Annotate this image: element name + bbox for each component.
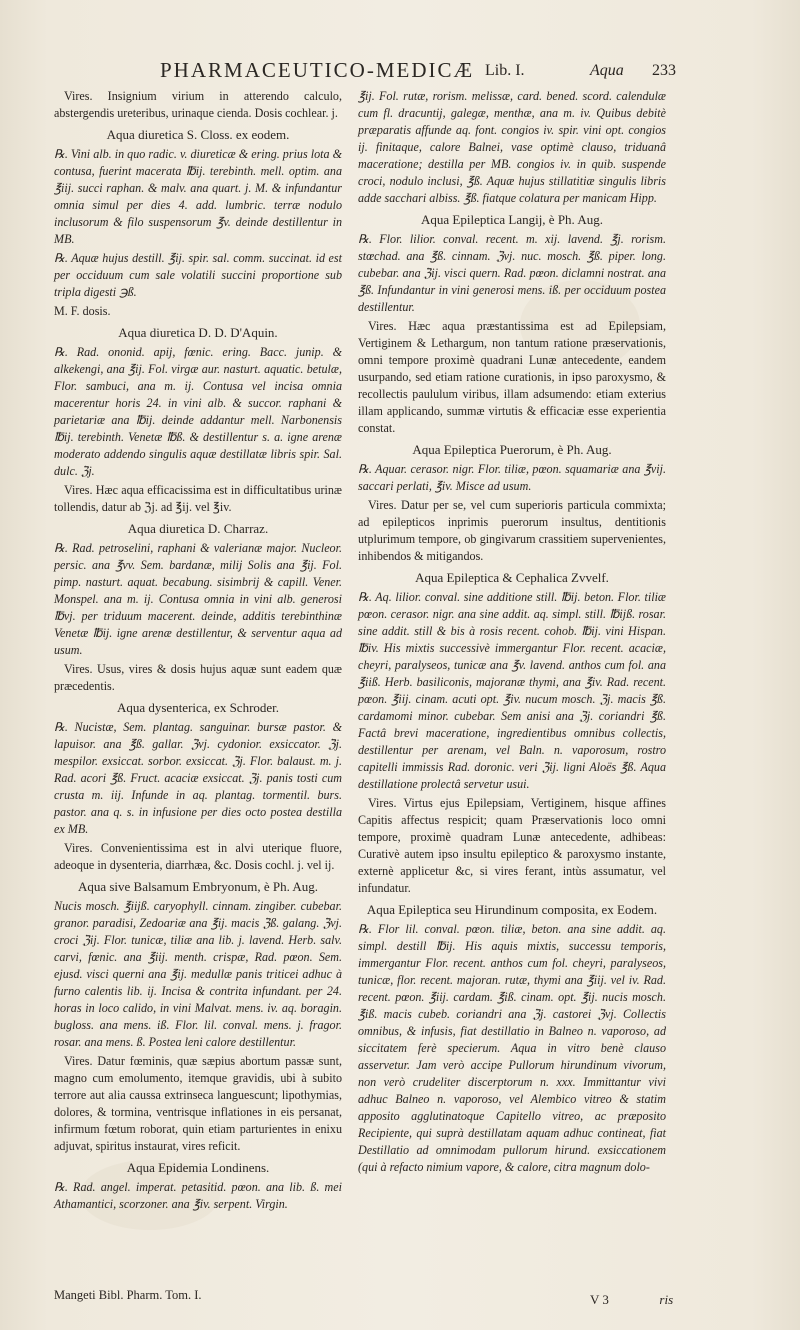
vires-paragraph: Vires. Hæc aqua efficacissima est in difficultatibus urinæ tollendis, datur ab ℨj. ad ℥ij. vel ℥iv.	[54, 483, 342, 514]
vires-paragraph: Vires. Datur fœminis, quæ sæpius abortum passæ sunt, magno cum emolumento, itemque gravidis, ubi à subito terrore aut alia caussa extrinseca languescunt; lipothymias, dolores, & tormina, ventrisque inflationes in eis persanat, infirmum fœtum roborat, quin etiam parturientes in enixu adjuvat, spiritus instaurat, vires reficit.	[54, 1054, 342, 1153]
section-heading: Aqua Epidemia Londinens.	[126, 1160, 270, 1175]
recipe-paragraph: ℞. Rad. petroselini, raphani & valerianæ major. Nucleor. persic. ana ℥vv. Sem. bardanæ, milij Solis ana ℥ij. Fol. pimp. nasturt. aquat. becabung. sisimbrij & capill. Vener. Monspel. ana m. ij. Contusa omnia in vini alb. generosi ℔vj. per triduum macerent. deinde, additis terebinthinæ Venetæ ℔ij. igne arenæ destillentur, & serventur aqua ad usum.	[54, 541, 342, 657]
vires-paragraph: Vires. Virtus ejus Epilepsiam, Vertiginem, hisque affines Capitis affectus respicit; quam Præservationis loco omni tempore, proximè quadram Lunæ antecedente, adhibeas: Curativè autem ipso insultu epileptico & paroxysmo instante, externè applicetur &c, si vires ferant, intùs assumatur, vel infundatur.	[358, 796, 666, 895]
section-heading: Aqua Epileptica & Cephalica Zvvelf.	[415, 570, 609, 585]
recipe-paragraph: ℞. Aq. lilior. conval. sine additione still. ℔ij. beton. Flor. tiliæ pœon. cerasor. nigr. ana sine addit. aq. simpl. still. ℔ijß. rosar. sine addit. still & bis à rosis recent. cohob. ℔ij. vini Hispan. ℔iv. His mixtis successivè immergantur Flor. recent. acaciæ, cheyri, paralyseos, tunicæ ana ℥v. lavend. anthos cum fol. ana ℥iiß. Herb. basiliconis, majoranæ thymi, ana ℥iv. Rad. recent. pœon. ℥iij. cinam. acuti opt. ℥iv. nucum mosch. ℨj. macis ℥ß. cardamomi minor. cubebar. Sem anisi ana ℨj. coriandri ℥ß. Factâ brevi maceratione, ingredientibus omnibus collectis, destillentur per arenam, vel Baln. n. vaporosum, rostro capitelli immissis Rad. doronic. veri ℨij. ligni Aloës ℥ß. Aqua destillatione prolectâ servetur usui.	[358, 590, 666, 791]
dosis-note: M. F. dosis.	[54, 304, 111, 318]
signature-mark	[590, 1292, 673, 1308]
section-heading: Aqua Epileptica seu Hirundinum composita, ex Eodem.	[366, 902, 658, 917]
vires-paragraph: Vires. Convenientissima est in alvi uterique fluore, adeoque in dysenteria, diarrhæa, &c. Dosis cochl. j. vel ij.	[54, 841, 342, 872]
section-heading: Aqua Epileptica Puerorum, è Ph. Aug.	[412, 442, 612, 457]
running-head	[0, 52, 800, 82]
recipe-paragraph: ℞. Vini alb. in quo radic. v. diureticæ & ering. prius lota & contusa, fuerint macerata ℔ij. terebinth. mell. optim. ana ℥iij. succi raphan. & malv. ana quart. j. M. & infundantur omnia simul per dies 4. add. lumbric. terræ nodulo inclusorum & filo suspensorum ℥v. deinde destillentur in MB.	[54, 147, 342, 246]
running-head-title: PHARMACEUTICO-MEDICÆ	[160, 58, 475, 82]
right-column	[358, 88, 666, 1178]
recipe-paragraph: ℞. Aquar. cerasor. nigr. Flor. tiliæ, pœon. squamariæ ana ℥vij. saccari perlati, ℥iv. Misce ad usum.	[358, 462, 666, 493]
section-heading: Aqua dysenterica, ex Schroder.	[116, 700, 280, 715]
page-number: 233	[652, 62, 676, 79]
vires-paragraph: Vires. Insignium virium in atterendo calculo, abstergendis ureteribus, urinaque cienda. Dosis cochlear. j.	[54, 89, 342, 120]
footer-imprint: Mangeti Bibl. Pharm. Tom. I.	[54, 1288, 202, 1302]
recipe-paragraph: ℞. Flor lil. conval. pœon. tiliæ, beton. ana sine addit. aq. simpl. destill ℔ij. His aquis mixtis, successu temporis, immergantur Flor. recent. anthos cum fol. cheyri, paralyseos, tunicæ, flor. recent. majoran. rutæ, thymi ana ℥iij. vel iv. Rad. recent. pœon. ℥iij. cardam. ℥iß. cinam. opt. ℥ij. nucis mosch. ℥iß. macis cubeb. coriandri ana ℨj. castorei ℨvj. Collectis omnibus, & infusis, fiat destillatio in Balneo n. vaporoso, ad siccitatem ferè specierum. Aqua in vitro benè clauso asservetur. Jam verò accipe Pullorum hirundinum vivorum, non verò crudeliter discerptorum n. xxx. Immittantur vivi adhuc Balneo n. vaporoso, vel Alembico vitreo & statim apposito agglutinatoque Capitello vitreo, ac præposito Recipiente, qui suprà destillatam aquam adhuc contineat, fiat Destillatio ad omnimodam pullorum hirund. exsiccationem (qui à refacto nimium vapore, & calore, citra magnum dolo-	[358, 922, 666, 1174]
vires-paragraph: Vires. Hæc aqua præstantissima est ad Epilepsiam, Vertiginem & Lethargum, non tantum ratione præservationis, omni tempore proximè quadrani Lunæ antecedente, eandem usurpando, sed etiam ratione curationis, in ipso paroxysmo, & recollectis paululum viribus, illam adsumendo: etiam exterius illam applicando, summæ virtutis & efficaciæ esse experientia constat.	[358, 319, 666, 435]
section-heading: Aqua diuretica D. D. D'Aquin.	[118, 325, 278, 340]
section-heading: Aqua sive Balsamum Embryonum, è Ph. Aug.	[77, 879, 319, 894]
recipe-paragraph: ℞. Aquæ hujus destill. ℥ij. spir. sal. comm. succinat. id est per occiduum cum sale volatili succini proportione sub tripla digesti ℈ß.	[54, 251, 342, 299]
recipe-paragraph: ℥ij. Fol. rutæ, rorism. melissæ, card. bened. scord. calendulæ cum fl. dracuntij, galegæ, menthæ, ana m. iv. Quibus debitè præparatis affunde aq. font. congios iv. spir. vini opt. congios ij. finitaque, calore Balnei, vase optimè clauso, triduanâ maceratione; destilla per MB. congios iv. in quib. suspende croci, nodulo inclusi, ℥ß. Aquæ hujus stillatitiæ singulis libris adde sacchari albiss. ℥ß. fiatque colatura per manicam Hipp.	[358, 89, 666, 205]
section-heading: Aqua diuretica S. Closs. ex eodem.	[106, 127, 290, 142]
section-heading: Aqua Epileptica Langij, è Ph. Aug.	[421, 212, 603, 227]
vires-paragraph: Vires. Usus, vires & dosis hujus aquæ sunt eadem quæ præcedentis.	[54, 662, 342, 693]
recipe-paragraph: ℞. Flor. lilior. conval. recent. m. xij. lavend. ℥j. rorism. stœchad. ana ℥ß. cinnam. ℨvj. nuc. mosch. ℥ß. piper. long. cubebar. ana ℨij. visci quern. Rad. pœon. diclamni nostrat. ana ℥ß. Infundantur in vini generosi mens. iß. per occiduum postea destillentur.	[358, 232, 666, 314]
vires-paragraph: Vires. Datur per se, vel cum superioris particula commixta; ad epilepticos inprimis puerorum insultus, dentitionis utplurimum tempore, ob gingivarum crassitiem supervenientes, inhibendos & mitigandos.	[358, 498, 666, 563]
recipe-paragraph: ℞. Nucistæ, Sem. plantag. sanguinar. bursæ pastor. & lapuisor. ana ℥ß. gallar. ℨvj. cydonior. exsiccator. ℨj. mespilor. exsiccat. sorbor. exsiccat. ℨj. Flor. balaust. m. j. Rad. acori ℥ß. Fruct. acaciæ exsiccat. ℨj. panis tosti cum crusta m. iij. Infunde in aq. plantag. tormentil. burs. pastor. ana q. s. in infusione per dies octo postea destilla ex MB.	[54, 720, 342, 836]
signature-text: V 3	[590, 1292, 609, 1307]
running-head-keyword: Aqua	[590, 62, 624, 79]
recipe-paragraph: Nucis mosch. ℥iijß. caryophyll. cinnam. zingiber. cubebar. granor. paradisi, Zedoariæ ana ℥ij. macis ℨß. galang. ℨvj. croci ℨij. Flor. tunicæ, tiliæ ana lib. j. lavend. Herb. salv. carvi, fœnic. ana ℥iij. menth. crispæ, Rad. pœon. Sem. ejusd. visci querni ana ℥ij. medullæ panis triticei adhuc à furno calentis lib. ij. Incisa & contrita infundant. per 24. horas in loco calido, in vini Malvat. mens. iv. aq. boragin. bugloss. ana mens. iß. Flor. lil. conval. mens. j. fragor. rosar. ana mens. ß. Postea leni calore destillentur.	[54, 899, 342, 1049]
recipe-paragraph: ℞. Rad. angel. imperat. petasitid. pœon. ana lib. ß. mei Athamantici, scorzoner. ana ℥iv. serpent. Virgin.	[54, 1180, 342, 1211]
section-heading: Aqua diuretica D. Charraz.	[127, 521, 269, 536]
left-column	[54, 88, 342, 1215]
running-head-book: Lib. I.	[485, 62, 525, 79]
recipe-paragraph: ℞. Rad. ononid. apij, fœnic. ering. Bacc. junip. & alkekengi, ana ℥ij. Fol. virgæ aur. nasturt. aquatic. betulæ, Flor. sambuci, ana m. ij. Contusa vel incisa omnia macerentur horis 24. in vini alb. & succor. raphani & parietariæ ana ℔ij. deinde addantur mell. Narbonensis ℔ij. terebinth. Venetæ ℔ß. & destillentur s. a. igne arenæ moderato addendo singulis aquæ destillatæ libris spir. Sal. dulc. ℨj.	[54, 345, 342, 478]
catchword: ris	[659, 1292, 674, 1307]
